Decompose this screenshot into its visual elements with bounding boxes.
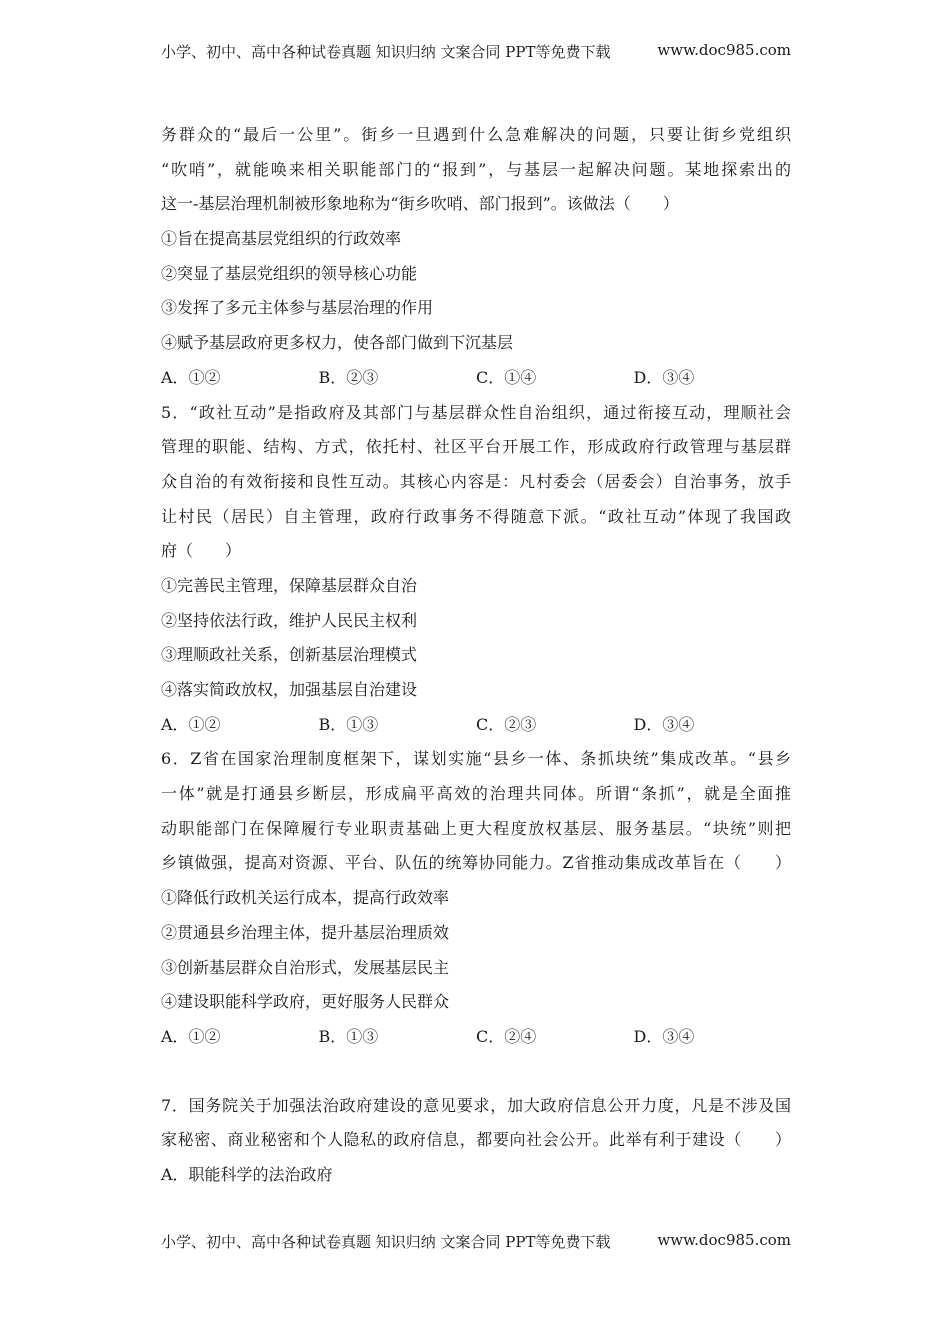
question-text-line: 家秘密、商业秘密和个人隐私的政府信息，都要向社会公开。此举有利于建设（ ） xyxy=(161,1130,791,1150)
answer-options xyxy=(161,1020,791,1055)
question-text-line: 动职能部门在保障履行专业职责基础上更大程度放权基层、服务基层。“块统”则把 xyxy=(161,818,791,838)
question-text-line: 府（ ） xyxy=(161,541,242,561)
answer-options xyxy=(161,708,791,743)
statement-item: ④落实简政放权，加强基层自治建设 xyxy=(161,680,418,699)
statement-item: ④赋予基层政府更多权力，使各部门做到下沉基层 xyxy=(161,333,514,353)
question-text-line: 一体”就是打通县乡断层，形成扁平高效的治理共同体。所谓“条抓”，就是全面推 xyxy=(161,784,791,804)
question-4 xyxy=(161,118,791,396)
option-b: B．①③ xyxy=(318,1026,379,1046)
question-5 xyxy=(161,396,791,743)
question-text-line: 5．“政社互动”是指政府及其部门与基层群众性自治组织，通过衔接互动，理顺社会 xyxy=(161,402,791,422)
option-a: A．①② xyxy=(161,1026,221,1046)
question-text-line: 这一-基层治理机制被形象地称为“街乡吹哨、部门报到”。该做法（ ） xyxy=(161,194,679,214)
header-url: www.doc985.com xyxy=(657,41,791,59)
question-text-line: 务群众的“最后一公里”。街乡一旦遇到什么急难解决的问题，只要让街乡党组织 xyxy=(161,125,791,144)
question-text-line: 管理的职能、结构、方式，依托村、社区平台开展工作，形成政府行政管理与基层群 xyxy=(161,437,791,457)
statement-item: ②贯通县乡治理主体，提升基层治理质效 xyxy=(161,922,450,942)
option-c: C．②④ xyxy=(476,1026,537,1046)
footer-text: 小学、初中、高中各种试卷真题 知识归纳 文案合同 PPT等免费下载 xyxy=(161,1233,611,1251)
question-text-line: 让村民（居民）自主管理，政府行政事务不得随意下派。“政社互动”体现了我国政 xyxy=(161,506,791,526)
statement-item: ①旨在提高基层党组织的行政效率 xyxy=(161,229,402,249)
statement-item: ②坚持依法行政，维护人民民主权利 xyxy=(161,610,418,630)
option-b: B．①③ xyxy=(318,714,379,734)
question-text-line: 6．Z省在国家治理制度框架下，谋划实施“县乡一体、条抓块统”集成改革。“县乡 xyxy=(161,749,791,769)
question-text-line: 众自治的有效衔接和良性互动。其核心内容是：凡村委会（居委会）自治事务，放手 xyxy=(161,471,791,491)
page-header xyxy=(161,41,791,62)
option-c: C．②③ xyxy=(476,714,537,734)
question-6 xyxy=(161,742,791,1054)
page-content xyxy=(161,118,791,1193)
option-a: A．职能科学的法治政府 xyxy=(161,1164,333,1184)
page-footer xyxy=(161,1231,791,1252)
statement-item: ①完善民主管理，保障基层群众自治 xyxy=(161,575,418,595)
spacer xyxy=(161,1055,791,1089)
question-text-line: 7．国务院关于加强法治政府建设的意见要求，加大政府信息公开力度，凡是不涉及国 xyxy=(161,1095,791,1115)
answer-options xyxy=(161,361,791,396)
statement-item: ③理顺政社关系，创新基层治理模式 xyxy=(161,645,418,665)
option-a: A．①② xyxy=(161,367,221,387)
option-a: A．①② xyxy=(161,714,221,734)
option-d: D．③④ xyxy=(633,367,695,387)
statement-item: ①降低行政机关运行成本，提高行政效率 xyxy=(161,888,450,908)
question-text-line: 乡镇做强，提高对资源、平台、队伍的统筹协同能力。Z省推动集成改革旨在（ ） xyxy=(161,853,791,873)
statement-item: ③创新基层群众自治形式，发展基层民主 xyxy=(161,957,450,977)
option-c: C．①④ xyxy=(476,367,537,387)
statement-item: ②突显了基层党组织的领导核心功能 xyxy=(161,263,418,283)
statement-item: ④建设职能科学政府，更好服务人民群众 xyxy=(161,992,450,1012)
option-d: D．③④ xyxy=(633,714,695,734)
option-b: B．②③ xyxy=(318,367,379,387)
option-d: D．③④ xyxy=(633,1026,695,1046)
footer-url: www.doc985.com xyxy=(657,1231,791,1249)
statement-item: ③发挥了多元主体参与基层治理的作用 xyxy=(161,298,434,318)
question-7 xyxy=(161,1089,791,1193)
header-text: 小学、初中、高中各种试卷真题 知识归纳 文案合同 PPT等免费下载 xyxy=(161,43,611,61)
question-text-line: “吹哨”，就能唤来相关职能部门的“报到”，与基层一起解决问题。某地探索出的 xyxy=(161,159,791,179)
